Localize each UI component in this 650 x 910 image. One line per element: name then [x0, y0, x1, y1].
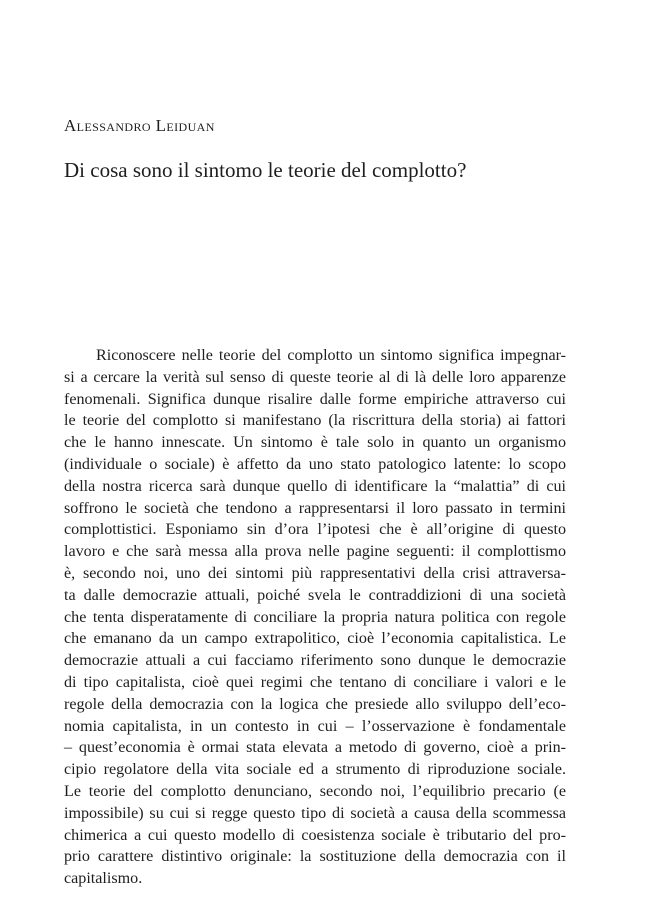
paragraph-line: che tenta disperatamente di conciliare la propria natura politica con regole [64, 608, 566, 626]
paragraph-line: soffrono le società che tendono a rappresentarsi il loro passato in termini [64, 499, 566, 517]
paragraph-line: è, secondo noi, uno dei sintomi più rappresentativi della crisi attraversa- [64, 564, 566, 582]
paragraph-line: si a cercare la verità sul senso di queste teorie al di là delle loro apparenze [64, 368, 566, 386]
paragraph-line: capitalismo. [64, 870, 143, 888]
paragraph-line: nomia capitalista, in un contesto in cui – l’osservazione è fondamentale [64, 717, 566, 735]
paragraph-line: chimerica a cui questo modello di coesistenza sociale è tributario del pro- [64, 826, 566, 844]
paragraph-line: che emanano da un campo extrapolitico, cioè l’economia capitalistica. Le [64, 630, 566, 648]
author-name: Alessandro Leiduan [64, 116, 215, 135]
paragraph-line: impossibile) su cui si regge questo tipo di società a causa della scommessa [64, 804, 566, 822]
paragraph-line: cipio regolatore della vita sociale ed a strumento di riproduzione sociale. [64, 761, 566, 779]
paragraph-line: ta dalle democrazie attuali, poiché svela le contraddizioni di una società [64, 586, 566, 604]
paragraph-line: di tipo capitalista, cioè quei regimi che tentano di conciliare i valori e le [64, 673, 566, 691]
paragraph-line: Riconoscere nelle teorie del complotto un sintomo significa impegnar- [96, 347, 566, 364]
paragraph-line: fenomenali. Significa dunque risalire dalle forme empiriche attraverso cui [64, 390, 566, 408]
paragraph-line: Le teorie del complotto denunciano, secondo noi, l’equilibrio precario (e [64, 782, 566, 800]
body-paragraph [64, 345, 566, 890]
chapter-title: Di cosa sono il sintomo le teorie del complotto? [64, 158, 467, 182]
paragraph-line: le teorie del complotto si manifestano (la riscrittura della storia) ai fattori [64, 412, 566, 430]
paragraph-line: prio carattere distintivo originale: la sostituzione della democrazia con il [64, 848, 566, 866]
paragraph-line: democrazie attuali a cui facciamo riferimento sono dunque le democrazie [64, 652, 566, 670]
paragraph-line: che le hanno innescate. Un sintomo è tale solo in quanto un organismo [64, 434, 566, 452]
paragraph-line: lavoro e che sarà messa alla prova nelle pagine seguenti: il complottismo [64, 543, 566, 561]
paragraph-line: (individuale o sociale) è affetto da uno stato patologico latente: lo scopo [64, 455, 566, 473]
paragraph-line: complottistici. Esponiamo sin d’ora l’ipotesi che è all’origine di questo [64, 521, 566, 539]
paragraph-line: della nostra ricerca sarà dunque quello di identificare la “malattia” di cui [64, 477, 566, 495]
paragraph-line: – quest’economia è ormai stata elevata a metodo di governo, cioè a prin- [64, 739, 566, 757]
paragraph-line: regole della democrazia con la logica che presiede allo sviluppo dell’eco- [64, 695, 566, 713]
